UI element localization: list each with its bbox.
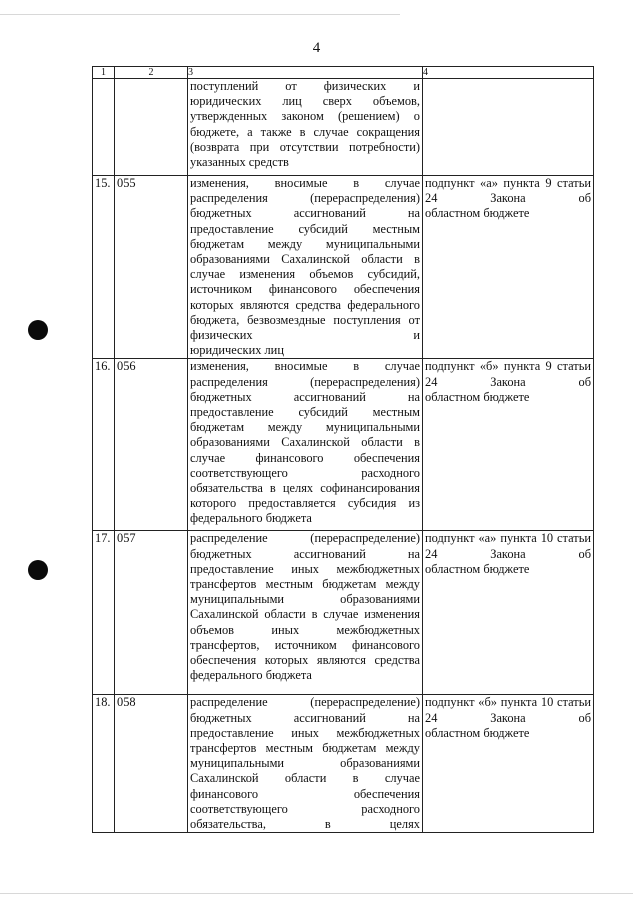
row-number: 16.	[93, 359, 115, 531]
table-row	[93, 531, 594, 695]
row-reference	[423, 79, 594, 176]
column-header: 2	[115, 67, 188, 79]
table-row	[93, 176, 594, 359]
budget-changes-table	[92, 66, 594, 833]
reference-text: подпункт «б» пункта 10 статьи 24 Закона об	[425, 695, 591, 725]
table-row	[93, 359, 594, 531]
row-reference	[423, 531, 594, 695]
reference-text: подпункт «б» пункта 9 статьи 24 Закона об	[425, 359, 591, 389]
table-row	[93, 695, 594, 833]
row-reference	[423, 695, 594, 833]
row-code: 058	[115, 695, 188, 833]
row-description	[188, 359, 423, 531]
row-code: 055	[115, 176, 188, 359]
row-description	[188, 531, 423, 695]
description-text-last-line: федерального бюджета	[190, 511, 312, 526]
row-number: 17.	[93, 531, 115, 695]
table-row	[93, 79, 594, 176]
row-number: 15.	[93, 176, 115, 359]
column-header: 3	[188, 67, 423, 79]
reference-text: подпункт «а» пункта 10 статьи 24 Закона об	[425, 531, 591, 561]
row-reference	[423, 176, 594, 359]
reference-text: подпункт «а» пункта 9 статьи 24 Закона об	[425, 176, 591, 206]
row-description	[188, 79, 423, 176]
row-code: 057	[115, 531, 188, 695]
description-text: поступлений от физических и юридических лиц сверх объемов, утвержденных законом (решением) о бюджете, а также в случае сокращения (возврата при отсутствии потребности)	[190, 79, 420, 154]
row-number: 18.	[93, 695, 115, 833]
row-description	[188, 695, 423, 833]
row-code: 056	[115, 359, 188, 531]
page-number: 4	[312, 40, 321, 56]
reference-text-last-line: областном бюджете	[425, 206, 530, 221]
reference-text-last-line: областном бюджете	[425, 389, 530, 404]
description-text-last-line: федерального бюджета	[190, 668, 312, 683]
row-code	[115, 79, 188, 176]
column-header: 4	[423, 67, 594, 79]
column-header: 1	[93, 67, 115, 79]
punch-hole-mark	[28, 320, 48, 340]
description-text-last-line: юридических лиц	[190, 343, 284, 358]
row-description	[188, 176, 423, 359]
table-header-row	[93, 67, 594, 79]
description-text: изменения, вносимые в случае распределения (перераспределения) бюджетных ассигнований на предоставление субсидий местным бюджетам между муниципальными образованиями Сахалинской области в случае финансового обеспечения соответствующего расходного обязательства в целях софинансирования которого предоставляется субсидия из	[190, 359, 420, 511]
row-number	[93, 79, 115, 176]
description-text: распределение (перераспределение) бюджетных ассигнований на предоставление иных межбюджетных трансфертов местным бюджетам между муниципальными образованиями Сахалинской области в случае изменения объемов иных межбюджетных трансфертов, источником финансового обеспечения которых являются средства	[190, 531, 420, 668]
punch-hole-mark	[28, 560, 48, 580]
row-reference	[423, 359, 594, 531]
description-text-last-line: указанных средств	[190, 155, 289, 170]
description-text: распределение (перераспределение) бюджетных ассигнований на предоставление иных межбюджетных трансфертов местным бюджетам между муниципальными образованиями Сахалинской области в случае финансового обеспечения соответствующего расходного обязательства, в целях	[190, 695, 420, 832]
description-text: изменения, вносимые в случае распределения (перераспределения) бюджетных ассигнований на предоставление субсидий местным бюджетам между муниципальными образованиями Сахалинской области в случае изменения объемов субсидий, источником финансового обеспечения которых являются средства федерального бюджета, безвозмездные поступления от физических и	[190, 176, 420, 343]
reference-text-last-line: областном бюджете	[425, 561, 530, 576]
reference-text-last-line: областном бюджете	[425, 725, 530, 740]
